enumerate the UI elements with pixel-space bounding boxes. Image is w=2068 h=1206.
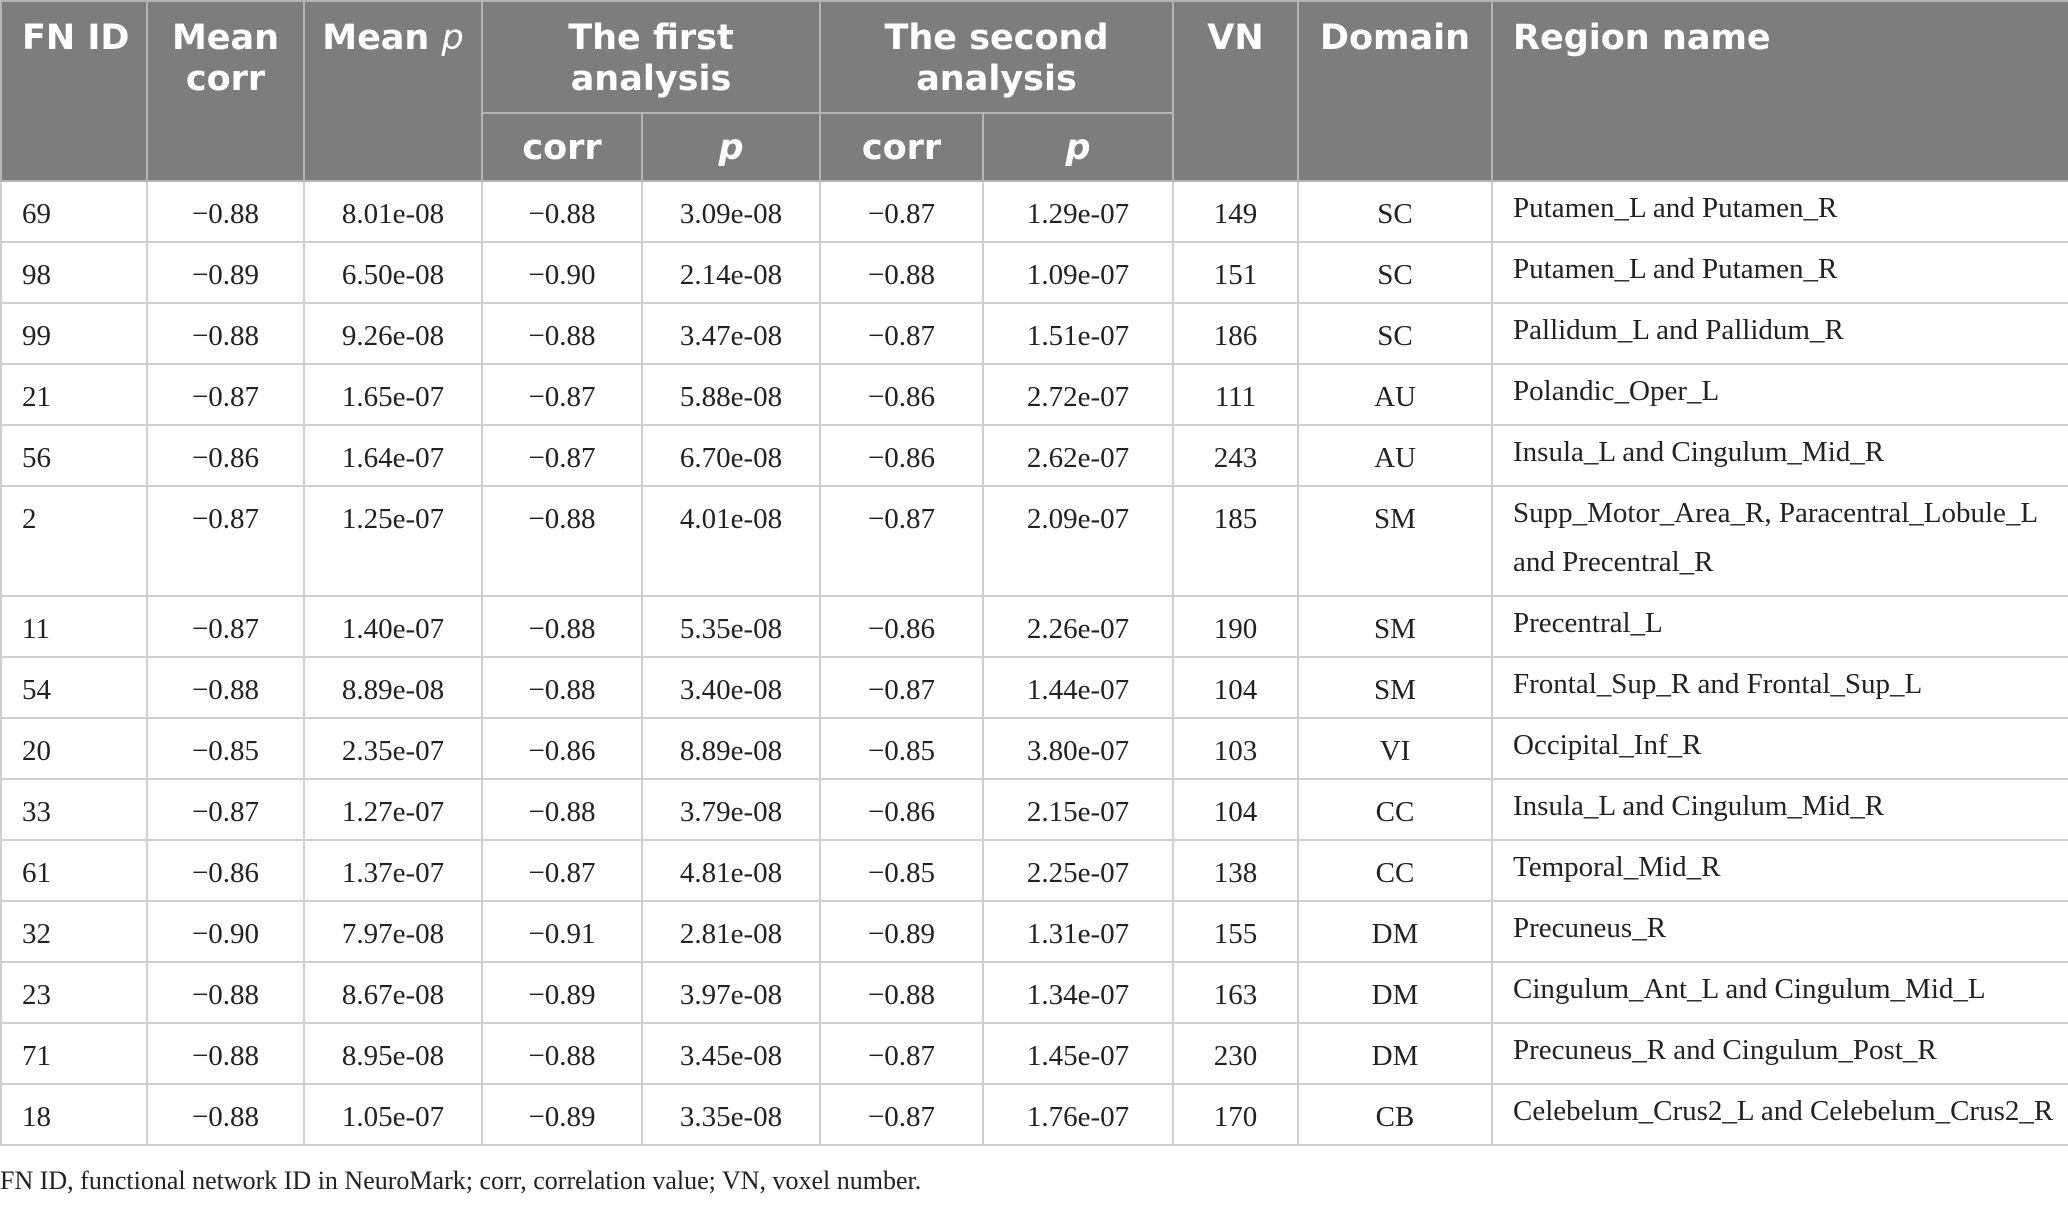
vn-cell: 190 xyxy=(1173,596,1298,657)
fn-id-cell: 2 xyxy=(1,486,147,596)
second-p-cell: 2.26e-07 xyxy=(983,596,1173,657)
mean-p-cell: 1.37e-07 xyxy=(304,840,482,901)
region-name-cell: Putamen_L and Putamen_R xyxy=(1492,181,2068,242)
domain-cell: SC xyxy=(1298,181,1492,242)
second-corr-cell: −0.87 xyxy=(820,303,983,364)
second-corr-cell: −0.89 xyxy=(820,901,983,962)
mean-corr-cell: −0.88 xyxy=(147,181,304,242)
first-corr-cell: −0.88 xyxy=(482,657,642,718)
header-corr-first: corr xyxy=(482,113,642,181)
mean-p-cell: 1.25e-07 xyxy=(304,486,482,596)
table-row xyxy=(1,718,2068,779)
domain-cell: CC xyxy=(1298,840,1492,901)
mean-p-cell: 1.65e-07 xyxy=(304,364,482,425)
fn-id-cell: 54 xyxy=(1,657,147,718)
mean-corr-cell: −0.86 xyxy=(147,425,304,486)
first-corr-cell: −0.87 xyxy=(482,425,642,486)
first-corr-cell: −0.88 xyxy=(482,596,642,657)
region-name-cell: Supp_Motor_Area_R, Paracentral_Lobule_L and Precentral_R xyxy=(1492,486,2068,596)
mean-p-cell: 1.27e-07 xyxy=(304,779,482,840)
vn-cell: 243 xyxy=(1173,425,1298,486)
first-corr-cell: −0.90 xyxy=(482,242,642,303)
fn-id-cell: 32 xyxy=(1,901,147,962)
second-corr-cell: −0.87 xyxy=(820,181,983,242)
table-row xyxy=(1,596,2068,657)
region-name-cell: Precuneus_R xyxy=(1492,901,2068,962)
region-name-cell: Insula_L and Cingulum_Mid_R xyxy=(1492,425,2068,486)
region-name-cell: Putamen_L and Putamen_R xyxy=(1492,242,2068,303)
vn-cell: 103 xyxy=(1173,718,1298,779)
table-row xyxy=(1,901,2068,962)
second-corr-cell: −0.85 xyxy=(820,840,983,901)
mean-p-cell: 9.26e-08 xyxy=(304,303,482,364)
mean-p-cell: 8.89e-08 xyxy=(304,657,482,718)
table-row xyxy=(1,425,2068,486)
mean-p-cell: 8.95e-08 xyxy=(304,1023,482,1084)
domain-cell: SM xyxy=(1298,486,1492,596)
domain-cell: DM xyxy=(1298,962,1492,1023)
fn-id-cell: 20 xyxy=(1,718,147,779)
header-mean-p-label: Mean xyxy=(322,18,442,58)
domain-cell: AU xyxy=(1298,364,1492,425)
first-corr-cell: −0.87 xyxy=(482,364,642,425)
first-p-cell: 5.35e-08 xyxy=(642,596,820,657)
region-name-cell: Occipital_Inf_R xyxy=(1492,718,2068,779)
region-name-cell: Precentral_L xyxy=(1492,596,2068,657)
fn-id-cell: 21 xyxy=(1,364,147,425)
second-p-cell: 1.09e-07 xyxy=(983,242,1173,303)
vn-cell: 155 xyxy=(1173,901,1298,962)
header-corr-second: corr xyxy=(820,113,983,181)
second-corr-cell: −0.87 xyxy=(820,657,983,718)
second-p-cell: 2.72e-07 xyxy=(983,364,1173,425)
region-name-cell: Frontal_Sup_R and Frontal_Sup_L xyxy=(1492,657,2068,718)
fn-id-cell: 69 xyxy=(1,181,147,242)
first-corr-cell: −0.88 xyxy=(482,303,642,364)
table-row xyxy=(1,657,2068,718)
first-corr-cell: −0.91 xyxy=(482,901,642,962)
second-p-cell: 1.45e-07 xyxy=(983,1023,1173,1084)
second-p-cell: 1.34e-07 xyxy=(983,962,1173,1023)
table-row xyxy=(1,364,2068,425)
fn-id-cell: 11 xyxy=(1,596,147,657)
vn-cell: 151 xyxy=(1173,242,1298,303)
second-p-cell: 2.25e-07 xyxy=(983,840,1173,901)
domain-cell: SM xyxy=(1298,657,1492,718)
second-p-cell: 1.31e-07 xyxy=(983,901,1173,962)
domain-cell: DM xyxy=(1298,901,1492,962)
region-name-cell: Precuneus_R and Cingulum_Post_R xyxy=(1492,1023,2068,1084)
first-p-cell: 4.81e-08 xyxy=(642,840,820,901)
header-second-analysis xyxy=(820,1,1173,113)
second-p-cell: 2.62e-07 xyxy=(983,425,1173,486)
second-p-cell: 1.29e-07 xyxy=(983,181,1173,242)
header-domain: Domain xyxy=(1298,1,1492,181)
domain-cell: SM xyxy=(1298,596,1492,657)
table-row xyxy=(1,1023,2068,1084)
first-p-cell: 3.47e-08 xyxy=(642,303,820,364)
mean-corr-cell: −0.87 xyxy=(147,596,304,657)
region-name-cell: Insula_L and Cingulum_Mid_R xyxy=(1492,779,2068,840)
header-mean-p xyxy=(304,1,482,181)
table-row xyxy=(1,779,2068,840)
header-mean-corr-label: Mean corr xyxy=(171,18,280,99)
second-corr-cell: −0.86 xyxy=(820,425,983,486)
first-corr-cell: −0.88 xyxy=(482,486,642,596)
first-p-cell: 3.45e-08 xyxy=(642,1023,820,1084)
mean-corr-cell: −0.88 xyxy=(147,657,304,718)
vn-cell: 104 xyxy=(1173,657,1298,718)
mean-corr-cell: −0.86 xyxy=(147,840,304,901)
second-p-cell: 3.80e-07 xyxy=(983,718,1173,779)
vn-cell: 111 xyxy=(1173,364,1298,425)
vn-cell: 163 xyxy=(1173,962,1298,1023)
region-name-cell: Temporal_Mid_R xyxy=(1492,840,2068,901)
table-row xyxy=(1,962,2068,1023)
header-mean-p-italic: p xyxy=(441,18,464,58)
second-corr-cell: −0.87 xyxy=(820,1023,983,1084)
vn-cell: 186 xyxy=(1173,303,1298,364)
table-row xyxy=(1,486,2068,596)
fn-id-cell: 99 xyxy=(1,303,147,364)
header-fn-id: FN ID xyxy=(1,1,147,181)
second-corr-cell: −0.86 xyxy=(820,596,983,657)
vn-cell: 185 xyxy=(1173,486,1298,596)
table-row xyxy=(1,242,2068,303)
second-corr-cell: −0.85 xyxy=(820,718,983,779)
first-p-cell: 3.79e-08 xyxy=(642,779,820,840)
first-p-cell: 4.01e-08 xyxy=(642,486,820,596)
table-header xyxy=(1,1,2068,181)
table-row xyxy=(1,1084,2068,1145)
mean-p-cell: 7.97e-08 xyxy=(304,901,482,962)
mean-p-cell: 1.40e-07 xyxy=(304,596,482,657)
first-p-cell: 3.09e-08 xyxy=(642,181,820,242)
domain-cell: CB xyxy=(1298,1084,1492,1145)
mean-p-cell: 8.67e-08 xyxy=(304,962,482,1023)
second-p-cell: 1.76e-07 xyxy=(983,1084,1173,1145)
table-row xyxy=(1,840,2068,901)
vn-cell: 230 xyxy=(1173,1023,1298,1084)
second-corr-cell: −0.87 xyxy=(820,486,983,596)
second-corr-cell: −0.86 xyxy=(820,779,983,840)
domain-cell: CC xyxy=(1298,779,1492,840)
mean-p-cell: 6.50e-08 xyxy=(304,242,482,303)
first-p-cell: 3.97e-08 xyxy=(642,962,820,1023)
region-name-cell: Pallidum_L and Pallidum_R xyxy=(1492,303,2068,364)
fn-id-cell: 18 xyxy=(1,1084,147,1145)
region-name-cell: Cingulum_Ant_L and Cingulum_Mid_L xyxy=(1492,962,2068,1023)
first-corr-cell: −0.88 xyxy=(482,779,642,840)
region-name-cell: Polandic_Oper_L xyxy=(1492,364,2068,425)
mean-p-cell: 1.64e-07 xyxy=(304,425,482,486)
mean-corr-cell: −0.87 xyxy=(147,779,304,840)
first-corr-cell: −0.89 xyxy=(482,962,642,1023)
mean-corr-cell: −0.85 xyxy=(147,718,304,779)
fn-id-cell: 98 xyxy=(1,242,147,303)
first-corr-cell: −0.86 xyxy=(482,718,642,779)
header-mean-corr xyxy=(147,1,304,181)
header-first-analysis: The first analysis xyxy=(482,1,820,113)
header-p-first: p xyxy=(642,113,820,181)
fn-id-cell: 61 xyxy=(1,840,147,901)
domain-cell: AU xyxy=(1298,425,1492,486)
first-corr-cell: −0.87 xyxy=(482,840,642,901)
mean-corr-cell: −0.87 xyxy=(147,486,304,596)
second-p-cell: 2.15e-07 xyxy=(983,779,1173,840)
vn-cell: 149 xyxy=(1173,181,1298,242)
header-second-analysis-label: The second analysis xyxy=(884,18,1109,99)
second-corr-cell: −0.87 xyxy=(820,1084,983,1145)
vn-cell: 104 xyxy=(1173,779,1298,840)
header-vn: VN xyxy=(1173,1,1298,181)
table-footnote: FN ID, functional network ID in NeuroMark; corr, correlation value; VN, voxel number. xyxy=(0,1166,922,1195)
second-p-cell: 1.44e-07 xyxy=(983,657,1173,718)
fn-id-cell: 71 xyxy=(1,1023,147,1084)
fn-id-cell: 56 xyxy=(1,425,147,486)
region-name-cell: Celebelum_Crus2_L and Celebelum_Crus2_R xyxy=(1492,1084,2068,1145)
first-corr-cell: −0.88 xyxy=(482,1023,642,1084)
second-corr-cell: −0.86 xyxy=(820,364,983,425)
domain-cell: DM xyxy=(1298,1023,1492,1084)
first-corr-cell: −0.89 xyxy=(482,1084,642,1145)
mean-corr-cell: −0.88 xyxy=(147,303,304,364)
mean-corr-cell: −0.88 xyxy=(147,962,304,1023)
domain-cell: SC xyxy=(1298,242,1492,303)
mean-corr-cell: −0.88 xyxy=(147,1084,304,1145)
first-p-cell: 3.40e-08 xyxy=(642,657,820,718)
vn-cell: 170 xyxy=(1173,1084,1298,1145)
table-row xyxy=(1,181,2068,242)
domain-cell: SC xyxy=(1298,303,1492,364)
first-p-cell: 2.81e-08 xyxy=(642,901,820,962)
mean-corr-cell: −0.90 xyxy=(147,901,304,962)
mean-p-cell: 2.35e-07 xyxy=(304,718,482,779)
table-body xyxy=(1,181,2068,1145)
mean-p-cell: 8.01e-08 xyxy=(304,181,482,242)
second-corr-cell: −0.88 xyxy=(820,962,983,1023)
vn-cell: 138 xyxy=(1173,840,1298,901)
table-row xyxy=(1,303,2068,364)
domain-cell: VI xyxy=(1298,718,1492,779)
mean-corr-cell: −0.88 xyxy=(147,1023,304,1084)
mean-p-cell: 1.05e-07 xyxy=(304,1084,482,1145)
fn-id-cell: 23 xyxy=(1,962,147,1023)
header-region-name: Region name xyxy=(1492,1,2068,181)
first-corr-cell: −0.88 xyxy=(482,181,642,242)
first-p-cell: 8.89e-08 xyxy=(642,718,820,779)
mean-corr-cell: −0.89 xyxy=(147,242,304,303)
mean-corr-cell: −0.87 xyxy=(147,364,304,425)
second-p-cell: 1.51e-07 xyxy=(983,303,1173,364)
first-p-cell: 2.14e-08 xyxy=(642,242,820,303)
first-p-cell: 5.88e-08 xyxy=(642,364,820,425)
fn-id-cell: 33 xyxy=(1,779,147,840)
first-p-cell: 3.35e-08 xyxy=(642,1084,820,1145)
second-corr-cell: −0.88 xyxy=(820,242,983,303)
first-p-cell: 6.70e-08 xyxy=(642,425,820,486)
second-p-cell: 2.09e-07 xyxy=(983,486,1173,596)
header-p-second: p xyxy=(983,113,1173,181)
